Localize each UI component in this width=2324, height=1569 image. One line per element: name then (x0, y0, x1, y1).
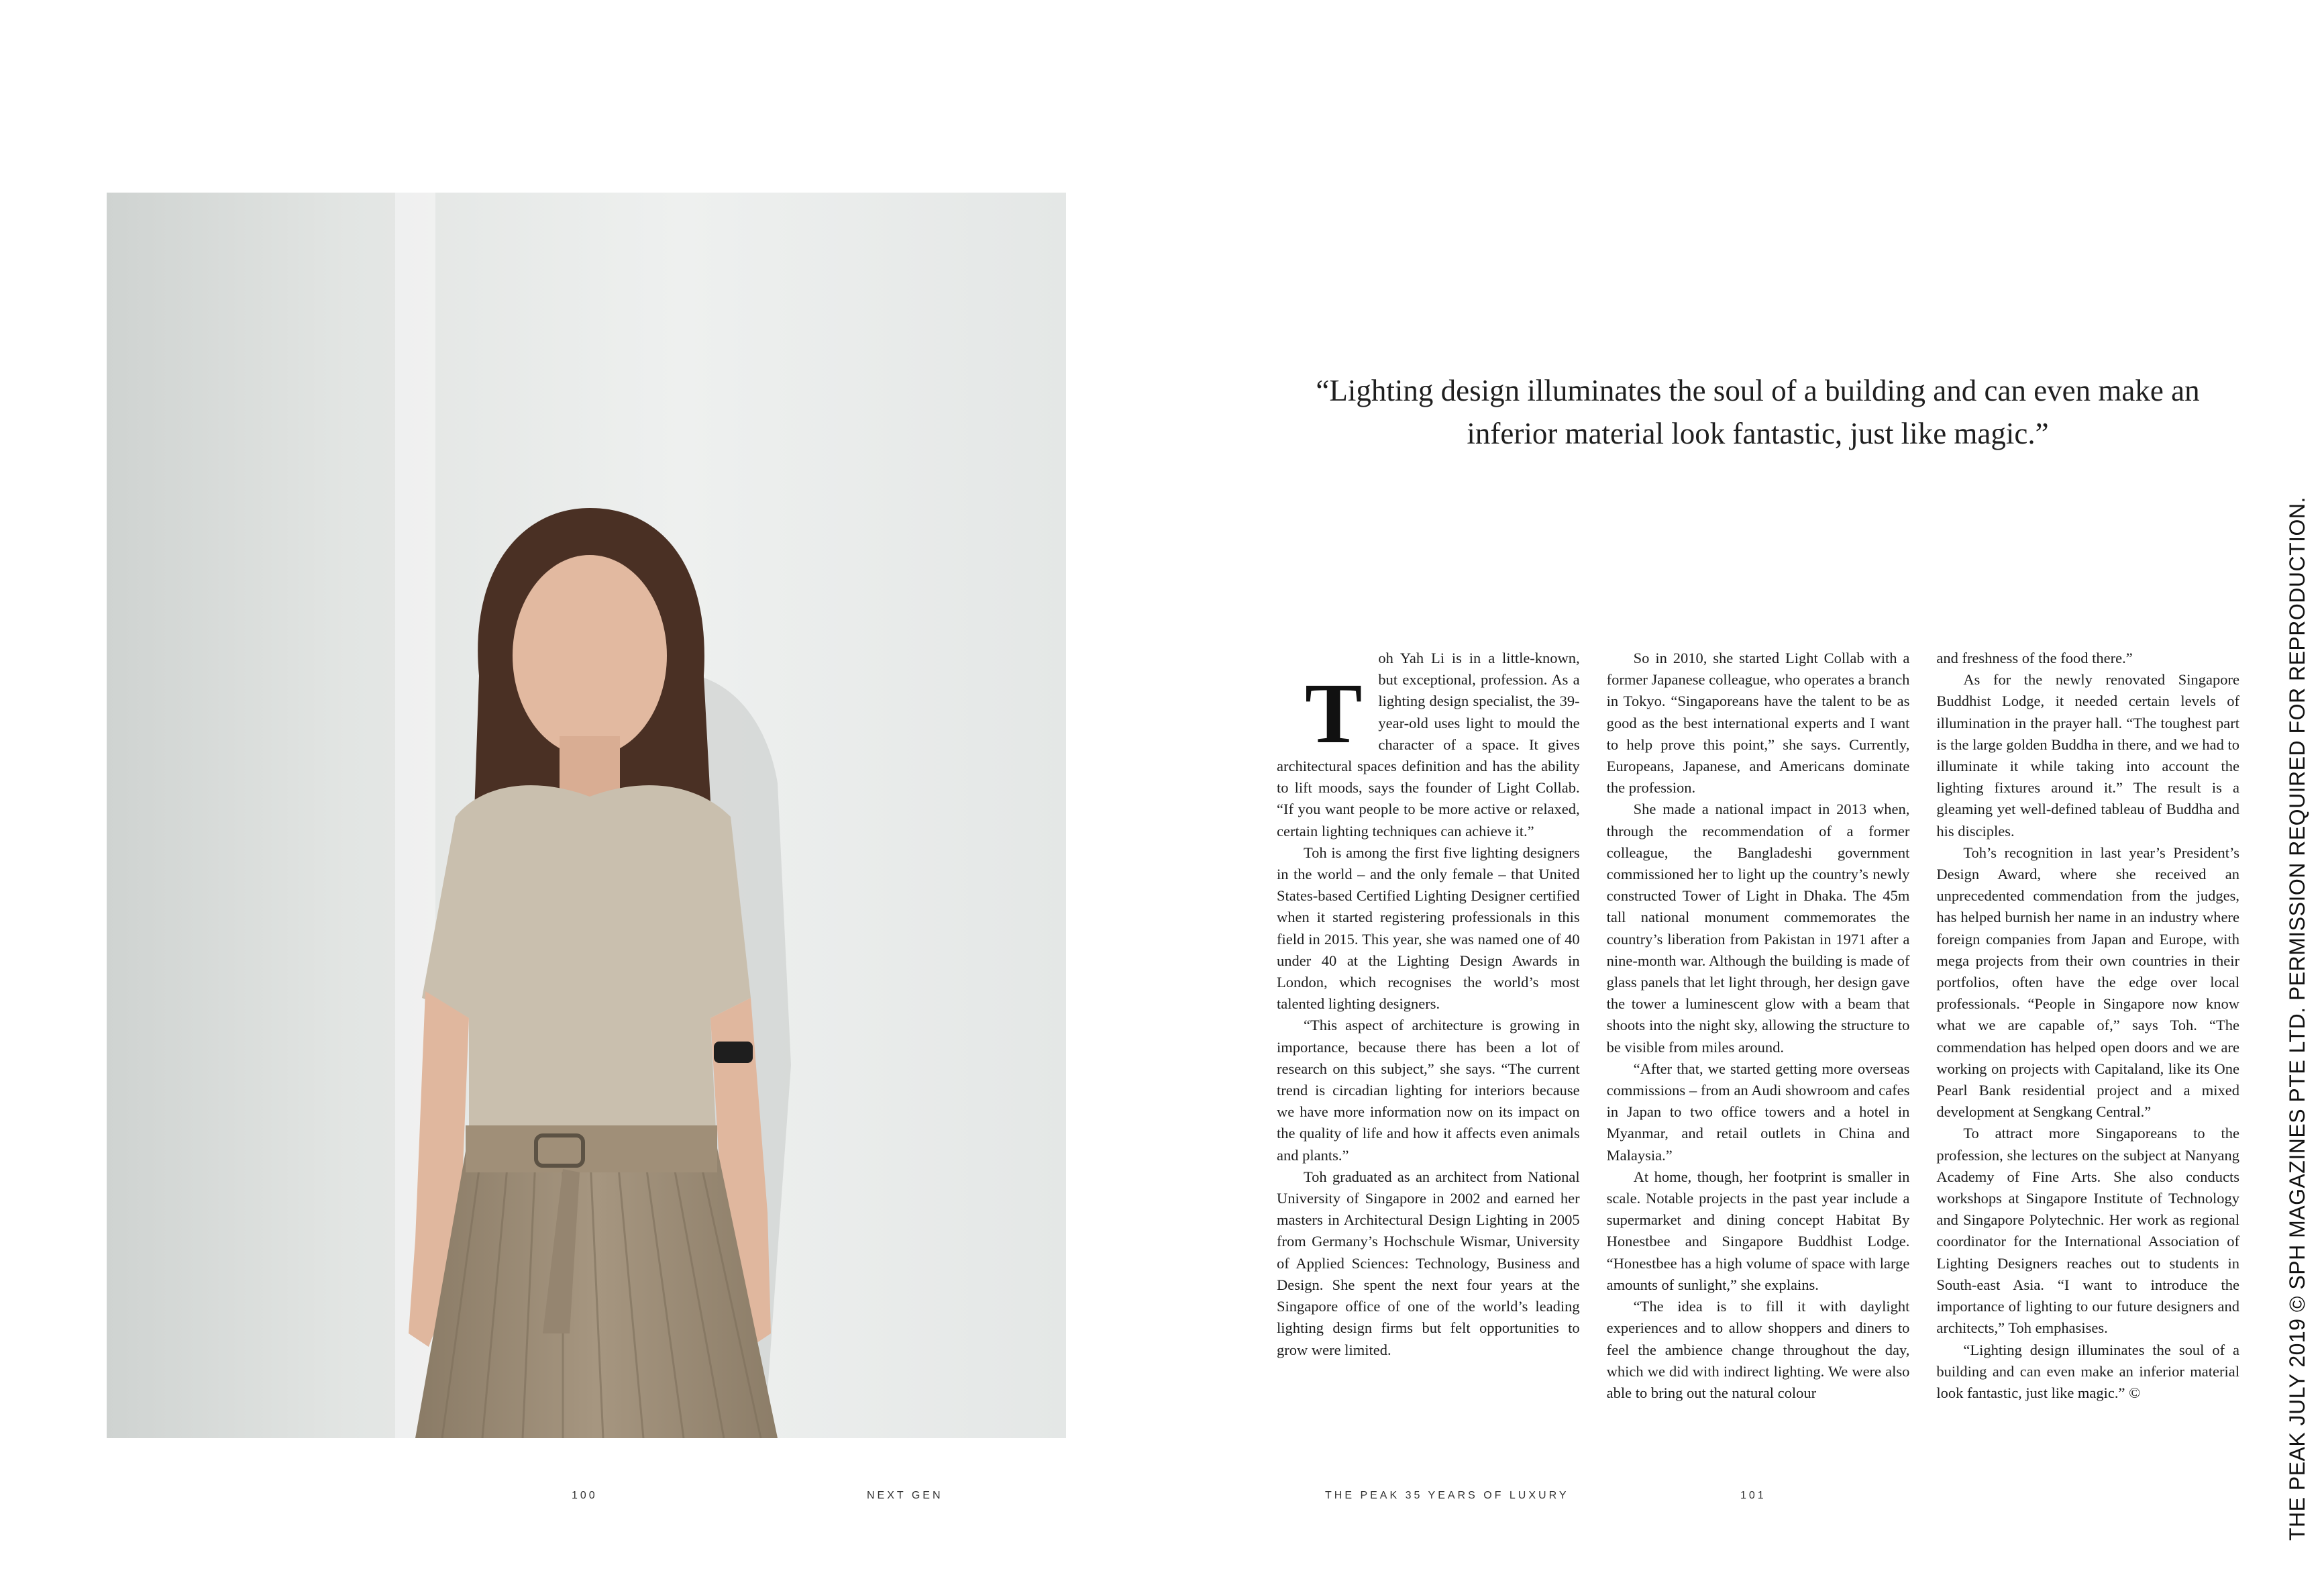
paragraph: Toh’s recognition in last year’s President’s Design Award, where she received an unprecedented commendation from the judges, has helped burnish her name in an industry where foreign companies from Japan and Europe, with mega projects from their own countries in their portfolios, often have the edge over local professionals. “People in Singapore now know what we are capable of,” says Toh. “The commendation has helped open doors and we are working on projects with Capitaland, like its One Pearl Bank residential project and a mixed development at Sengkang Central.” (1936, 844, 2240, 1121)
paragraph: “Lighting design illuminates the soul of a building and can even make an inferior material look fantastic, just like magic.” © (1936, 1341, 2240, 1401)
copyright-credit: THE PEAK JULY 2019 © SPH MAGAZINES PTE LTD. PERMISSION REQUIRED FOR REPRODUCTION. (2285, 497, 2309, 1541)
pull-quote: “Lighting design illuminates the soul of a building and can even make an inferior material look fantastic, just like magic.” (1316, 374, 2200, 450)
paragraph: “The idea is to fill it with daylight experiences and to allow shoppers and diners to feel the ambience change throughout the day, which we did with indirect lighting. We were also able to bring out the natural colour (1606, 1298, 1910, 1401)
paragraph: “After that, we started getting more overseas commissions – from an Audi showroom and cafes in Japan to two office towers and a hotel in Myanmar, and retail outlets in China and Malaysia.” (1606, 1060, 1910, 1164)
paragraph: So in 2010, she started Light Collab with a former Japanese colleague, who operates a branch in Tokyo. “Singaporeans have the talent to be as good as the best international experts and I want to help prove this point,” she says. Currently, Europeans, Japanese, and Americans dominate the profession. (1606, 650, 1910, 797)
paragraph: She made a national impact in 2013 when, through the recommendation of a former colleague, the Bangladeshi government commissioned her to light up the country’s newly constructed Tower of Light in Dhaka. The 45m tall national monument commemorates the country’s liberation from Pakistan in 1971 after a nine-month war. Although the building is made of glass panels that let light through, her design gave the tower a luminescent glow with a beam that shoots into the night sky, allowing the structure to be visible from miles around. (1606, 801, 1910, 1056)
paragraph: Toh graduated as an architect from National University of Singapore in 2002 and earned her masters in Architectural Design Lighting in 2005 from Germany’s Hochschule Wismar, University of Applied Sciences: Technology, Business and Design. She spent the next four years at the Singapore office of one of the world’s leading lighting design firms but felt opportunities to grow were limited. (1277, 1168, 1580, 1358)
right-page-number: 101 (1740, 1490, 1766, 1501)
paragraph: and freshness of the food there.” (1936, 650, 2133, 666)
article-column-3 (1936, 648, 2239, 1460)
article-body (1277, 648, 2239, 1460)
article-column-2 (1607, 648, 1910, 1460)
paragraph: Toh is among the first five lighting designers in the world – and the only female – that United States-based Certified Lighting Designer certified when it started registering professionals in this field in 2015. This year, she was named one of 40 under 40 at the Lighting Design Awards in London, which recognises the world’s most talented lighting designers. (1277, 844, 1580, 1013)
portrait-photo (107, 193, 1066, 1438)
paragraph: To attract more Singaporeans to the profession, she lectures on the subject at Nanyang Academy of Fine Arts. She also conducts workshops at Singapore Institute of Technology and Singapore Polytechnic. Her work as regional coordinator for the International Association of Lighting Designers reaches out to students in South-east Asia. “I want to introduce the importance of lighting to our future designers and architects,” Toh emphasises. (1936, 1125, 2240, 1337)
paragraph: “This aspect of architecture is growing in importance, because there has been a lot of research on this subject,” she says. “The current trend is circadian lighting for interiors because we have more information now on its impact on the quality of life and how it affects even animals and plants.” (1277, 1017, 1580, 1164)
article-column-1 (1277, 648, 1580, 1460)
left-page-number: 100 (572, 1490, 598, 1501)
left-section-label: NEXT GEN (867, 1490, 943, 1501)
paragraph: As for the newly renovated Singapore Buddhist Lodge, it needed certain levels of illumination in the prayer hall. “The toughest part is the large golden Buddha in there, and we had to illuminate it while taking into account the lighting fixtures around it.” The result is a gleaming yet well-defined tableau of Buddha and his disciples. (1936, 671, 2240, 840)
portrait-illustration (107, 193, 1066, 1438)
right-section-label: THE PEAK 35 YEARS OF LUXURY (1325, 1490, 1569, 1501)
paragraph: oh Yah Li is in a little-known, but exceptional, profession. As a lighting design specialist, the 39-year-old uses light to mould the character of a space. It gives architectural spaces definition and has the ability to lift moods, says the founder of Light Collab. “If you want people to be more active or relaxed, certain lighting techniques can achieve it.” (1277, 650, 1580, 840)
drop-cap: T (1305, 666, 1363, 761)
paragraph: At home, though, her footprint is smaller in scale. Notable projects in the past year include a supermarket and dining concept Habitat By Honestbee and Singapore Buddhist Lodge. “Honestbee has a high volume of space with large amounts of sunlight,” she explains. (1606, 1168, 1910, 1293)
